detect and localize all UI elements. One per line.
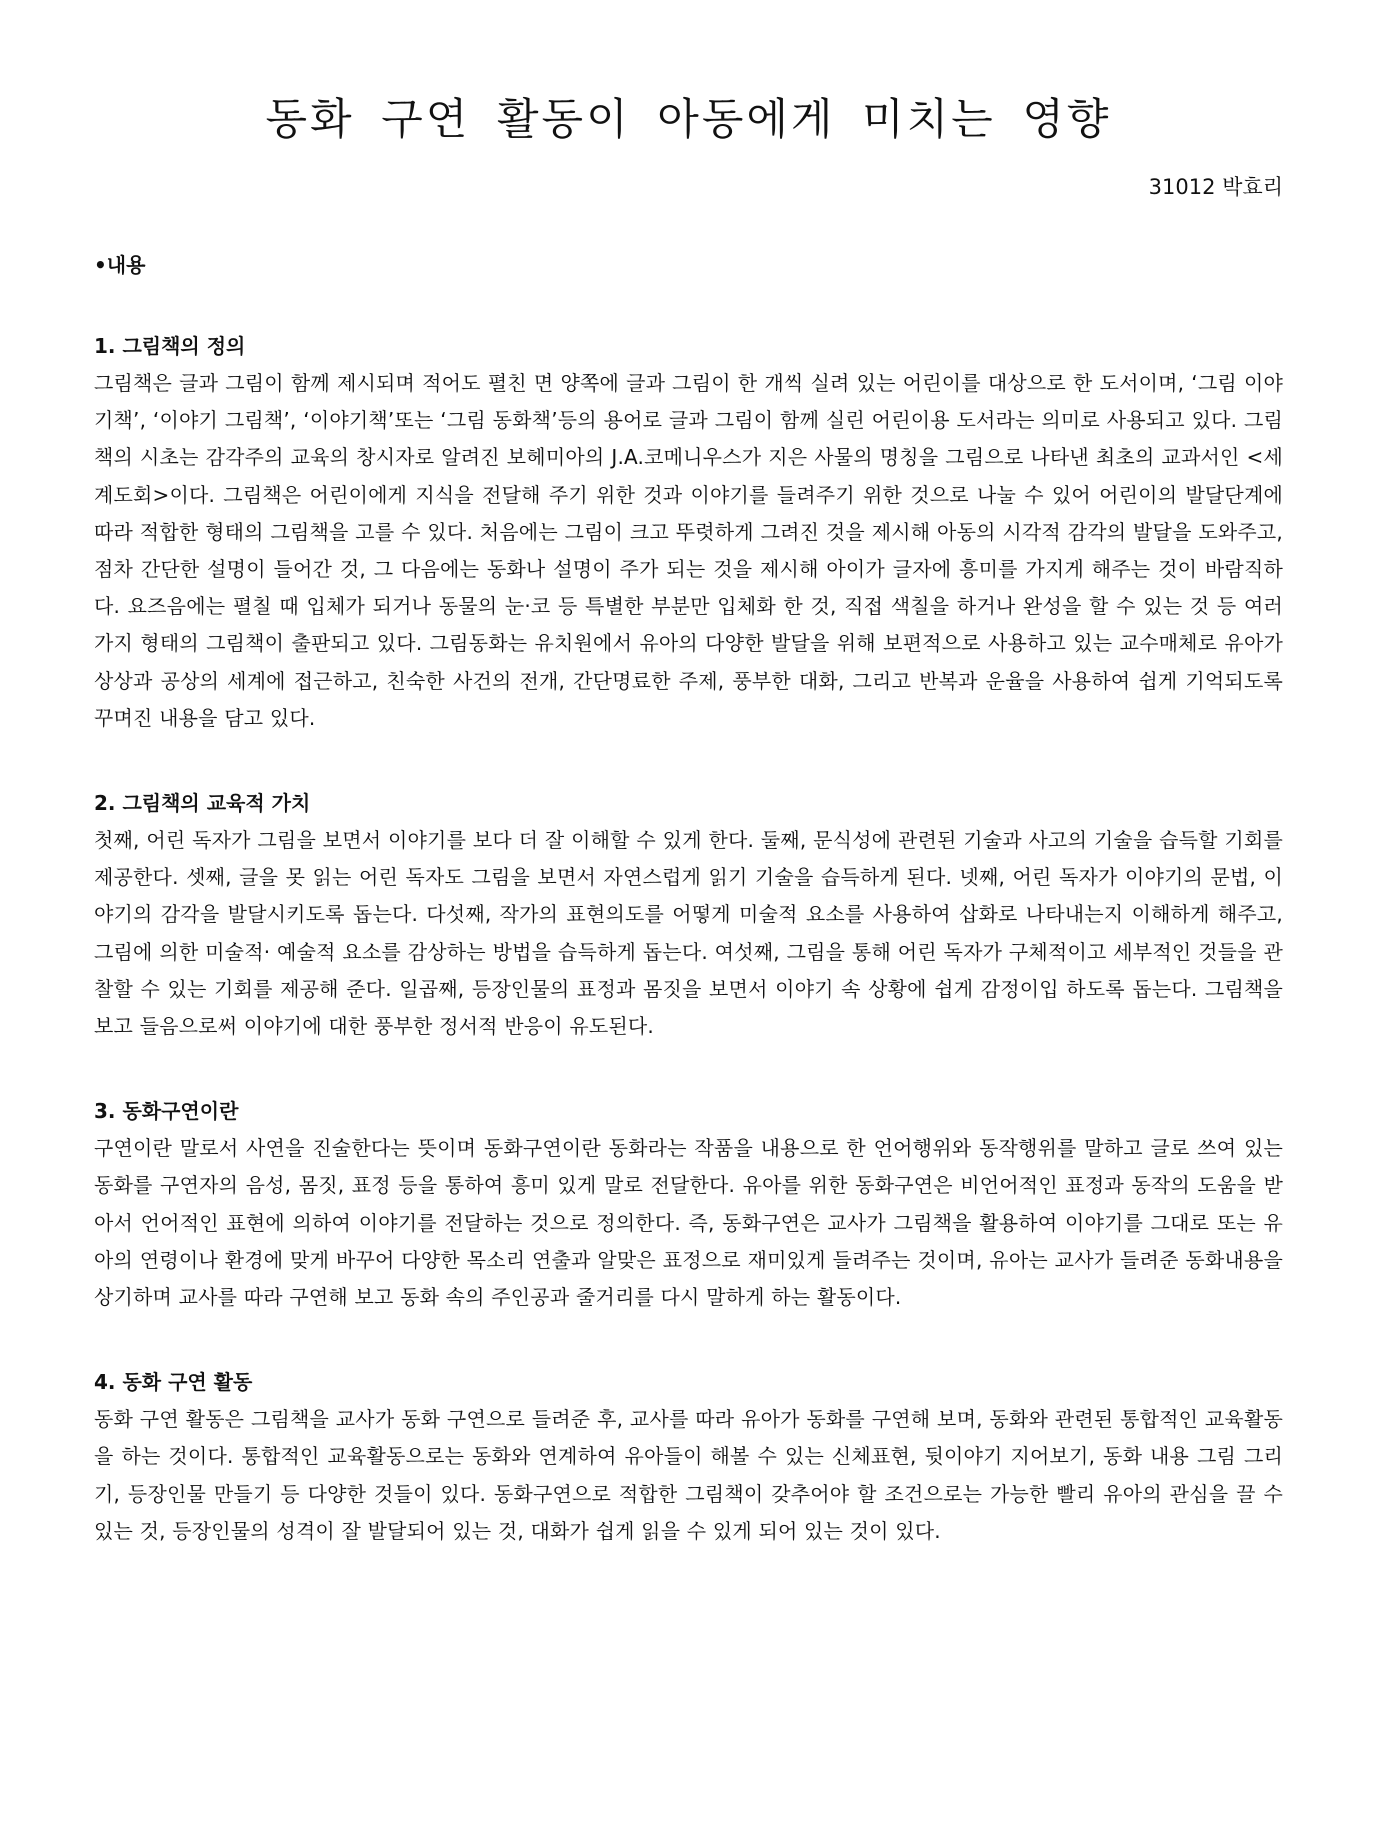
section-heading: 3. 동화구연이란	[94, 1099, 239, 1124]
section-storytelling-activity	[94, 1367, 1283, 1550]
section-heading: 2. 그림책의 교육적 가치	[94, 791, 311, 816]
section-body: 첫째, 어린 독자가 그림을 보면서 이야기를 보다 더 잘 이해할 수 있게 한다. 둘째, 문식성에 관련된 기술과 사고의 기술을 습득할 기회를 제공한다. 셋째, 글을 못 읽는 어린 독자도 그림을 보면서 자연스럽게 읽기 기술을 습득하게 된다. 넷째, 어린 독자가 이야기의 문법, 이야기의 감각을 발달시키도록 돕는다. 다섯째, 작가의 표현의도를 어떻게 미술적 요소를 사용하여 삽화로 나타내는지 이해하게 해주고, 그림에 의한 미술적· 예술적 요소를 감상하는 방법을 습득하게 돕는다. 여섯째, 그림을 통해 어린 독자가 구체적이고 세부적인 것들을 관찰할 수 있는 기회를 제공해 준다. 일곱째, 등장인물의 표정과 몸짓을 보면서 이야기 속 상황에 쉽게 감정이입 하도록 돕는다. 그림책을 보고 들음으로써 이야기에 대한 풍부한 정서적 반응이 유도된다.	[94, 828, 1283, 1039]
section-definition	[94, 331, 1283, 737]
section-storytelling-definition	[94, 1096, 1283, 1316]
document-title: 동화 구연 활동이 아동에게 미치는 영향	[265, 95, 1112, 145]
section-educational-value	[94, 788, 1283, 1045]
author-line: 31012 박효리	[1148, 175, 1283, 199]
document-page	[94, 0, 1283, 1550]
section-body: 구연이란 말로서 사연을 진술한다는 뜻이며 동화구연이란 동화라는 작품을 내용으로 한 언어행위와 동작행위를 말하고 글로 쓰여 있는 동화를 구연자의 음성, 몸짓, 표정 등을 통하여 흥미 있게 말로 전달한다. 유아를 위한 동화구연은 비언어적인 표정과 동작의 도움을 받아서 언어적인 표현에 의하여 이야기를 전달하는 것으로 정의한다. 즉, 동화구연은 교사가 그림책을 활용하여 이야기를 그대로 또는 유아의 연령이나 환경에 맞게 바꾸어 다양한 목소리 연출과 알맞은 표정으로 재미있게 들려주는 것이며, 유아는 교사가 들려준 동화내용을 상기하며 교사를 따라 구연해 보고 동화 속의 주인공과 줄거리를 다시 말하게 하는 활동이다.	[94, 1136, 1283, 1310]
section-heading: 4. 동화 구연 활동	[94, 1370, 253, 1395]
section-body: 동화 구연 활동은 그림책을 교사가 동화 구연으로 들려준 후, 교사를 따라 유아가 동화를 구연해 보며, 동화와 관련된 통합적인 교육활동을 하는 것이다. 통합적인 교육활동으로는 동화와 연계하여 유아들이 해볼 수 있는 신체표현, 뒷이야기 지어보기, 동화 내용 그림 그리기, 등장인물 만들기 등 다양한 것들이 있다. 동화구연으로 적합한 그림책이 갖추어야 할 조건으로는 가능한 빨리 유아의 관심을 끌 수 있는 것, 등장인물의 성격이 잘 발달되어 있는 것, 대화가 쉽게 읽을 수 있게 되어 있는 것이 있다.	[94, 1407, 1283, 1543]
section-heading: 1. 그림책의 정의	[94, 334, 246, 358]
section-body: 그림책은 글과 그림이 함께 제시되며 적어도 펼친 면 양쪽에 글과 그림이 한 개씩 실려 있는 어린이를 대상으로 한 도서이며, ‘그림 이야기책’, ‘이야기 그림책’, ‘이야기책’또는 ‘그림 동화책’등의 용어로 글과 그림이 함께 실린 어린이용 도서라는 의미로 사용되고 있다. 그림책의 시초는 감각주의 교육의 창시자로 알려진 보헤미아의 J.A.코메니우스가 지은 사물의 명칭을 그림으로 나타낸 최초의 교과서인 <세계도회>이다. 그림책은 어린이에게 지식을 전달해 주기 위한 것과 이야기를 들려주기 위한 것으로 나눌 수 있어 어린이의 발달단계에 따라 적합한 형태의 그림책을 고를 수 있다. 처음에는 그림이 크고 뚜렷하게 그려진 것을 제시해 아동의 시각적 감각의 발달을 도와주고, 점차 간단한 설명이 들어간 것, 그 다음에는 동화나 설명이 주가 되는 것을 제시해 아이가 글자에 흥미를 가지게 해주는 것이 바람직하다. 요즈음에는 펼칠 때 입체가 되거나 동물의 눈·코 등 특별한 부분만 입체화 한 것, 직접 색칠을 하거나 완성을 할 수 있는 것 등 여러 가지 형태의 그림책이 출판되고 있다. 그림동화는 유치원에서 유아의 다양한 발달을 위해 보편적으로 사용하고 있는 교수매체로 유아가 상상과 공상의 세계에 접근하고, 친숙한 사건의 전개, 간단명료한 주제, 풍부한 대화, 그리고 반복과 운율을 사용하여 쉽게 기억되도록 꾸며진 내용을 담고 있다.	[94, 371, 1283, 730]
content-label: •내용	[94, 253, 146, 277]
